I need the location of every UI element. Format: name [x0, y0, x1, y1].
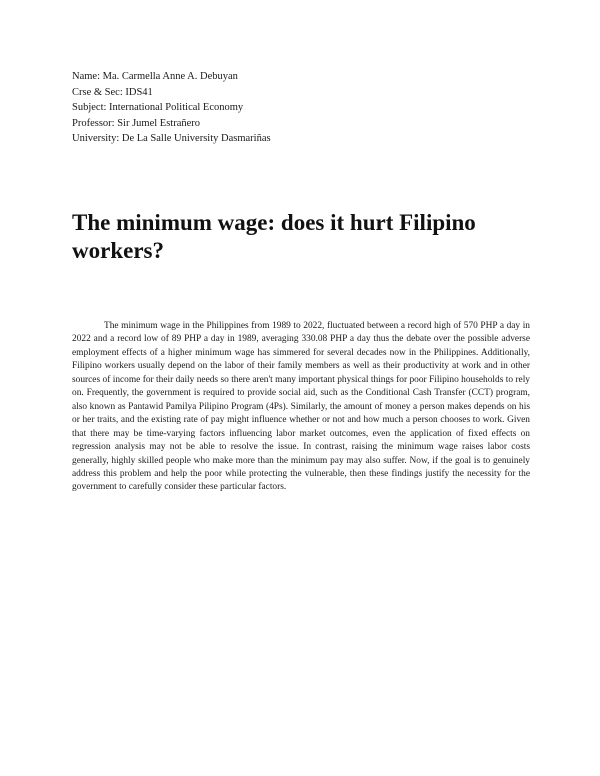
course-section: Crse & Sec: IDS41: [72, 86, 153, 98]
essay-paragraph: The minimum wage in the Philippines from 1989 to 2022, fluctuated between a record high of 570 PHP a day in 2022 and a record low of 89 PHP a day in 1989, averaging 330.08 PHP a day thus the debate over the possible adverse employment effects of a higher minimum wage has simmered for several decades now in the Philippines. Additionally, Filipino workers usually depend on the labor of their family members as well as their productivity at work and in other sources of income for their daily needs so there aren't many important physical things for poor Filipino households to rely on. Frequently, the government is required to provide social aid, such as the Conditional Cash Transfer (CCT) program, also known as Pantawid Pamilya Pilipino Program (4Ps). Similarly, the amount of money a person makes depends on his or her traits, and the existing rate of pay might influence whether or not and how much a person chooses to work. Given that there may be time-varying factors influencing labor market outcomes, even the application of fixed effects on regression analysis may not be able to resolve the issue. In contrast, raising the minimum wage raises labor costs generally, highly skilled people who make more than the minimum pay may also suffer. Now, if the goal is to genuinely address this problem and help the poor while protecting the vulnerable, then these findings justify the necessity for the government to carefully consider these particular factors.: [72, 321, 530, 493]
subject: Subject: International Political Economy: [72, 102, 244, 114]
essay-title: The minimum wage: does it hurt Filipino workers?: [72, 210, 476, 263]
professor: Professor: Sir Jumel Estrañero: [72, 117, 201, 129]
university: University: De La Salle University Dasmariñas: [72, 133, 271, 145]
student-info-block: [72, 69, 532, 147]
student-name: Name: Ma. Carmella Anne A. Debuyan: [72, 71, 238, 82]
